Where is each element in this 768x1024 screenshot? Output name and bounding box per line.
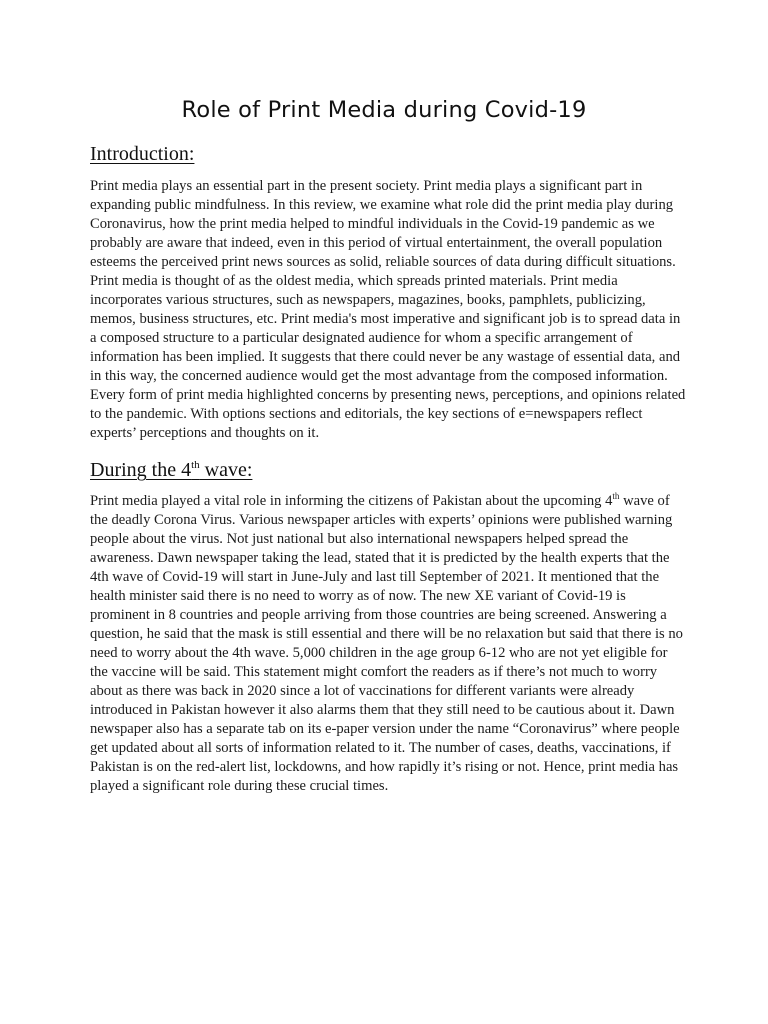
introduction-paragraph: Print media plays an essential part in the present society. Print media plays a significant part in expanding public mindfulness. In this review, we examine what role did the print media play during Coronavirus, how the print media helped to mindful individuals in the Covid-19 pandemic as we probably are aware that indeed, even in this period of virtual entertainment, the overall population esteems the perceived print news sources as solid, reliable sources of data during difficult situations. Print media is thought of as the oldest media, which spreads printed materials. Print media incorporates various structures, such as newspapers, magazines, books, pamphlets, publicizing, memos, business structures, etc. Print media's most imperative and significant job is to spread data in a composed structure to a particular designated audience for whom a specific arrangement of information has been implied. It suggests that there could never be any wastage of essential data, and in this way, the concerned audience would get the most advantage from the composed information. Every form of print media highlighted concerns by presenting news, perceptions, and opinions related to the pandemic. With options sections and editorials, the key sections of e=newspapers reflect experts’ perceptions and thoughts on it. [90,178,686,441]
heading-text-prefix: During the 4 [90,459,192,481]
heading-superscript: th [191,459,200,471]
section-heading-introduction: Introduction: [90,143,195,165]
document-title: Role of Print Media during Covid-19 [181,97,587,123]
fourth-wave-paragraph [90,492,686,796]
section-heading-fourth-wave [90,457,252,483]
paragraph-superscript: th [612,491,620,501]
paragraph-text-part1: Print media played a vital role in informing the citizens of Pakistan about the upcoming 4 [90,493,613,509]
heading-text-suffix: wave: [199,459,253,481]
paragraph-text-part2: wave of the deadly Corona Virus. Various newspaper articles with experts’ opinions were published warning people about the virus. Not just national but also international newspapers helped spread the awareness. Dawn newspaper taking the lead, stated that it is predicted by the health experts that the 4th wave of Covid-19 will start in June-July and last till September of 2021. It mentioned that the health minister said there is no need to worry as of now. The new XE variant of Covid-19 is prominent in 8 countries and people arriving from those countries are being screened. Answering a question, he said that the mask is still essential and there will be no relaxation but said that there is no need to worry about the 4th wave. 5,000 children in the age group 6-12 who are not yet eligible for the vaccine will be said. This statement might comfort the readers as if there’s not much to worry about as there was back in 2020 since a lot of vaccinations for different variants were already introduced in Pakistan however it also alarms them that they still need to be cautious about it. Dawn newspaper also has a separate tab on its e-paper version under the name “Coronavirus” where people get updated about all sorts of information related to it. The number of cases, deaths, vaccinations, if Pakistan is on the red-alert list, lockdowns, and how rapidly it’s rising or not. Hence, print media has played a significant role during these crucial times. [90,493,683,794]
